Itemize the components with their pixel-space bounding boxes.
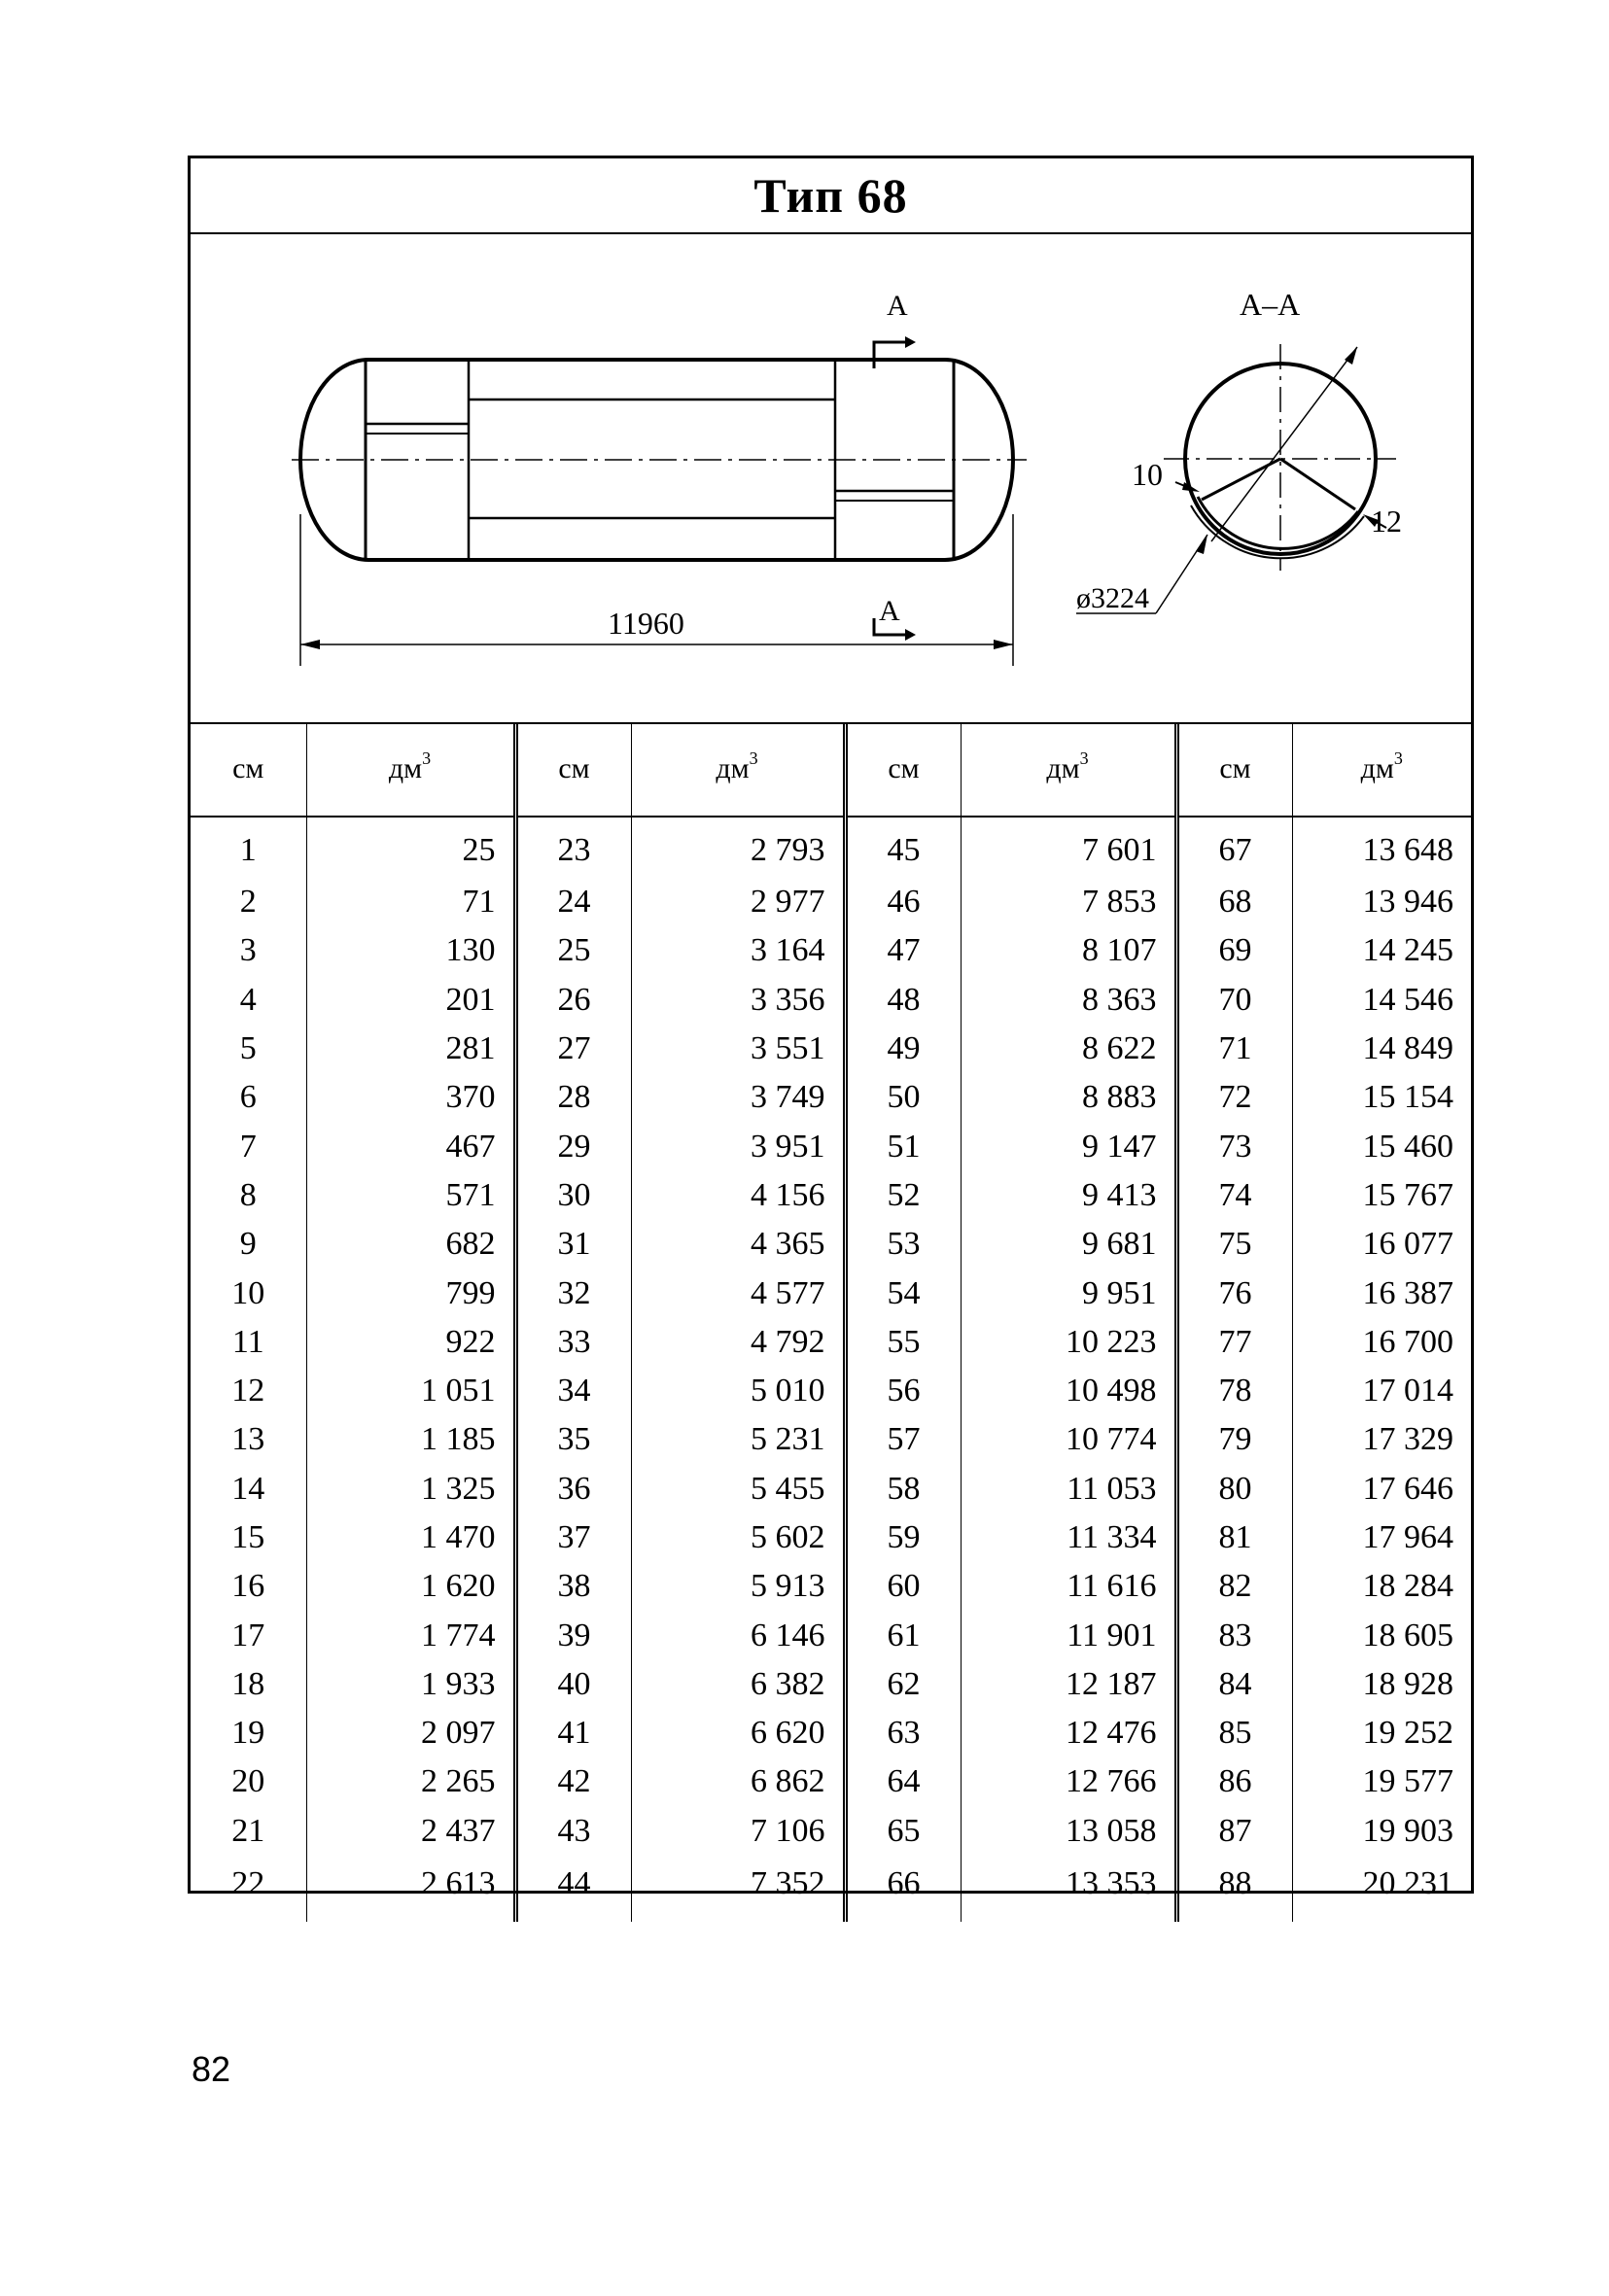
volume-dm3-cell: 5 602 xyxy=(631,1513,845,1562)
level-cm-cell: 50 xyxy=(845,1073,961,1122)
level-cm-cell: 65 xyxy=(845,1807,961,1856)
volume-dm3-cell: 15 460 xyxy=(1362,1128,1453,1165)
level-cm-cell: 39 xyxy=(515,1611,631,1659)
level-cm-cell: 7 xyxy=(191,1122,306,1170)
volume-dm3-cell: 1 470 xyxy=(306,1513,515,1562)
volume-dm3-cell: 5 010 xyxy=(631,1367,845,1415)
volume-dm3-cell: 17 646 xyxy=(1362,1470,1453,1507)
volume-dm3-cell: 799 xyxy=(306,1269,515,1317)
level-cm-cell: 87 xyxy=(1176,1807,1292,1856)
volume-dm3-cell: 3 356 xyxy=(631,976,845,1025)
volume-dm3-cell: 11 053 xyxy=(961,1465,1176,1513)
table-row xyxy=(191,1856,1471,1922)
level-cm-cell: 20 xyxy=(191,1757,306,1806)
volume-dm3-cell: 8 622 xyxy=(961,1025,1176,1073)
level-cm-cell: 52 xyxy=(845,1171,961,1220)
volume-dm3-cell: 14 546 xyxy=(1362,981,1453,1018)
level-cm-cell: 82 xyxy=(1176,1562,1292,1611)
level-cm-cell: 30 xyxy=(515,1171,631,1220)
level-cm-cell: 86 xyxy=(1176,1757,1292,1806)
volume-dm3-cell: 17 329 xyxy=(1362,1421,1453,1458)
level-cm-cell: 58 xyxy=(845,1465,961,1513)
level-cm-cell: 37 xyxy=(515,1513,631,1562)
volume-dm3-cell: 8 107 xyxy=(961,926,1176,975)
level-cm-cell: 75 xyxy=(1176,1220,1292,1269)
title-row xyxy=(191,158,1471,234)
level-cm-cell: 2 xyxy=(191,878,306,926)
volume-dm3-cell: 4 365 xyxy=(631,1220,845,1269)
volume-dm3-cell: 25 xyxy=(306,817,515,878)
level-cm-cell: 31 xyxy=(515,1220,631,1269)
volume-dm3-cell: 2 793 xyxy=(631,817,845,878)
table-row xyxy=(191,1465,1471,1513)
level-cm-cell: 81 xyxy=(1176,1513,1292,1562)
level-cm-cell: 53 xyxy=(845,1220,961,1269)
volume-dm3-cell: 13 058 xyxy=(961,1807,1176,1856)
volume-dm3-cell: 12 766 xyxy=(961,1757,1176,1806)
level-cm-cell: 36 xyxy=(515,1465,631,1513)
level-cm-cell: 14 xyxy=(191,1465,306,1513)
level-cm-cell: 29 xyxy=(515,1122,631,1170)
table-row xyxy=(191,1709,1471,1757)
volume-dm3-cell: 17 964 xyxy=(1362,1519,1453,1555)
table-row xyxy=(191,1611,1471,1659)
level-cm-cell: 8 xyxy=(191,1171,306,1220)
volume-dm3-cell: 1 774 xyxy=(306,1611,515,1659)
volume-dm3-cell: 8 363 xyxy=(961,976,1176,1025)
volume-dm3-cell: 4 156 xyxy=(631,1171,845,1220)
volume-dm3-cell: 14 245 xyxy=(1362,932,1453,969)
level-cm-cell: 88 xyxy=(1176,1856,1292,1922)
level-cm-cell: 61 xyxy=(845,1611,961,1659)
table-row xyxy=(191,1562,1471,1611)
volume-dm3-cell: 5 913 xyxy=(631,1562,845,1611)
volume-dm3-cell: 4 792 xyxy=(631,1318,845,1367)
level-cm-cell: 62 xyxy=(845,1660,961,1709)
volume-dm3-cell: 16 387 xyxy=(1362,1274,1453,1311)
level-cm-cell: 18 xyxy=(191,1660,306,1709)
volume-dm3-cell: 13 648 xyxy=(1362,832,1453,868)
level-cm-cell: 17 xyxy=(191,1611,306,1659)
volume-dm3-cell: 11 616 xyxy=(961,1562,1176,1611)
table-row xyxy=(191,1025,1471,1073)
table-row xyxy=(191,1318,1471,1367)
volume-dm3-cell: 19 252 xyxy=(1362,1715,1453,1752)
level-cm-cell: 59 xyxy=(845,1513,961,1562)
table-row xyxy=(191,1073,1471,1122)
level-cm-cell: 27 xyxy=(515,1025,631,1073)
volume-dm3-cell: 17 014 xyxy=(1362,1373,1453,1409)
level-cm-cell: 56 xyxy=(845,1367,961,1415)
level-cm-cell: 68 xyxy=(1176,878,1292,926)
volume-dm3-cell: 370 xyxy=(306,1073,515,1122)
header-cm: см xyxy=(191,722,306,817)
level-cm-cell: 13 xyxy=(191,1415,306,1464)
level-cm-cell: 55 xyxy=(845,1318,961,1367)
section-title: А–А xyxy=(1240,287,1301,322)
level-cm-cell: 5 xyxy=(191,1025,306,1073)
volume-dm3-cell: 9 147 xyxy=(961,1122,1176,1170)
page-title: Тип 68 xyxy=(753,168,908,223)
volume-dm3-cell: 16 700 xyxy=(1362,1323,1453,1360)
level-cm-cell: 32 xyxy=(515,1269,631,1317)
level-cm-cell: 72 xyxy=(1176,1073,1292,1122)
table-row xyxy=(191,1122,1471,1170)
length-dimension-label: 11960 xyxy=(608,606,684,641)
volume-dm3-cell: 3 951 xyxy=(631,1122,845,1170)
volume-dm3-cell: 3 551 xyxy=(631,1025,845,1073)
level-cm-cell: 64 xyxy=(845,1757,961,1806)
volume-dm3-cell: 1 933 xyxy=(306,1660,515,1709)
volume-dm3-cell: 10 223 xyxy=(961,1318,1176,1367)
table-row xyxy=(191,1220,1471,1269)
level-cm-cell: 70 xyxy=(1176,976,1292,1025)
volume-dm3-cell: 12 476 xyxy=(961,1709,1176,1757)
header-cm: см xyxy=(1176,722,1292,817)
volume-dm3-cell: 16 077 xyxy=(1362,1226,1453,1263)
table-body xyxy=(191,817,1471,1922)
volume-dm3-cell: 2 613 xyxy=(306,1856,515,1922)
level-cm-cell: 4 xyxy=(191,976,306,1025)
level-cm-cell: 12 xyxy=(191,1367,306,1415)
table-row xyxy=(191,1513,1471,1562)
volume-dm3-cell: 13 946 xyxy=(1362,884,1453,921)
volume-dm3-cell: 15 767 xyxy=(1362,1176,1453,1213)
header-dm3: $дм^3$ xyxy=(1292,722,1471,817)
svg-text:А: А xyxy=(887,290,908,322)
volume-dm3-cell: 2 437 xyxy=(306,1807,515,1856)
level-cm-cell: 42 xyxy=(515,1757,631,1806)
volume-dm3-cell: 11 901 xyxy=(961,1611,1176,1659)
level-cm-cell: 6 xyxy=(191,1073,306,1122)
header-cm: см xyxy=(845,722,961,817)
level-cm-cell: 22 xyxy=(191,1856,306,1922)
page-number: 82 xyxy=(192,2049,231,2089)
level-cm-cell: 71 xyxy=(1176,1025,1292,1073)
table-row xyxy=(191,1367,1471,1415)
tank-drawing xyxy=(191,232,1471,724)
level-cm-cell: 35 xyxy=(515,1415,631,1464)
volume-dm3-cell: 5 455 xyxy=(631,1465,845,1513)
level-cm-cell: 15 xyxy=(191,1513,306,1562)
wall-thickness-label-1: 10 xyxy=(1132,457,1163,492)
level-cm-cell: 21 xyxy=(191,1807,306,1856)
level-cm-cell: 33 xyxy=(515,1318,631,1367)
volume-dm3-cell: 1 620 xyxy=(306,1562,515,1611)
level-cm-cell: 25 xyxy=(515,926,631,975)
volume-dm3-cell: 2 097 xyxy=(306,1709,515,1757)
wall-thickness-label-2: 12 xyxy=(1371,504,1402,539)
level-cm-cell: 23 xyxy=(515,817,631,878)
level-cm-cell: 47 xyxy=(845,926,961,975)
level-cm-cell: 3 xyxy=(191,926,306,975)
section-mark-bottom xyxy=(874,595,916,641)
header-dm3: $дм^3$ xyxy=(961,722,1176,817)
level-cm-cell: 40 xyxy=(515,1660,631,1709)
level-cm-cell: 10 xyxy=(191,1269,306,1317)
section-mark-top xyxy=(874,290,916,368)
volume-dm3-cell: 15 154 xyxy=(1362,1079,1453,1116)
tank-cross-section xyxy=(1076,344,1396,613)
level-cm-cell: 9 xyxy=(191,1220,306,1269)
table-row xyxy=(191,1415,1471,1464)
svg-text:А: А xyxy=(879,595,900,627)
volume-dm3-cell: 7 106 xyxy=(631,1807,845,1856)
level-cm-cell: 63 xyxy=(845,1709,961,1757)
calibration-table xyxy=(191,722,1471,1922)
level-cm-cell: 54 xyxy=(845,1269,961,1317)
volume-dm3-cell: 13 353 xyxy=(961,1856,1176,1922)
level-cm-cell: 79 xyxy=(1176,1415,1292,1464)
volume-dm3-cell: 6 862 xyxy=(631,1757,845,1806)
level-cm-cell: 34 xyxy=(515,1367,631,1415)
level-cm-cell: 85 xyxy=(1176,1709,1292,1757)
volume-dm3-cell: 7 352 xyxy=(631,1856,845,1922)
level-cm-cell: 43 xyxy=(515,1807,631,1856)
level-cm-cell: 60 xyxy=(845,1562,961,1611)
volume-dm3-cell: 201 xyxy=(306,976,515,1025)
level-cm-cell: 76 xyxy=(1176,1269,1292,1317)
volume-dm3-cell: 18 605 xyxy=(1362,1617,1453,1653)
level-cm-cell: 38 xyxy=(515,1562,631,1611)
volume-dm3-cell: 922 xyxy=(306,1318,515,1367)
volume-dm3-cell: 1 051 xyxy=(306,1367,515,1415)
level-cm-cell: 67 xyxy=(1176,817,1292,878)
level-cm-cell: 73 xyxy=(1176,1122,1292,1170)
table-row xyxy=(191,1807,1471,1856)
level-cm-cell: 16 xyxy=(191,1562,306,1611)
table-row xyxy=(191,1269,1471,1317)
header-cm: см xyxy=(515,722,631,817)
level-cm-cell: 11 xyxy=(191,1318,306,1367)
table-row xyxy=(191,878,1471,926)
tank-drawing-svg xyxy=(191,232,1471,722)
header-dm3: $дм^3$ xyxy=(631,722,845,817)
table-row xyxy=(191,1171,1471,1220)
level-cm-cell: 1 xyxy=(191,817,306,878)
level-cm-cell: 46 xyxy=(845,878,961,926)
table-row xyxy=(191,1757,1471,1806)
level-cm-cell: 83 xyxy=(1176,1611,1292,1659)
table-row xyxy=(191,926,1471,975)
volume-dm3-cell: 20 231 xyxy=(1362,1864,1453,1901)
volume-dm3-cell: 18 284 xyxy=(1362,1568,1453,1605)
diameter-label: ø3224 xyxy=(1076,582,1149,614)
table-row xyxy=(191,817,1471,878)
volume-dm3-cell: 11 334 xyxy=(961,1513,1176,1562)
volume-dm3-cell: 6 146 xyxy=(631,1611,845,1659)
level-cm-cell: 66 xyxy=(845,1856,961,1922)
volume-dm3-cell: 7 853 xyxy=(961,878,1176,926)
level-cm-cell: 84 xyxy=(1176,1660,1292,1709)
volume-dm3-cell: 5 231 xyxy=(631,1415,845,1464)
volume-dm3-cell: 9 951 xyxy=(961,1269,1176,1317)
volume-dm3-cell: 8 883 xyxy=(961,1073,1176,1122)
volume-dm3-cell: 1 325 xyxy=(306,1465,515,1513)
level-cm-cell: 48 xyxy=(845,976,961,1025)
level-cm-cell: 44 xyxy=(515,1856,631,1922)
tank-calibration-sheet xyxy=(188,156,1474,1901)
volume-dm3-cell: 19 577 xyxy=(1362,1763,1453,1800)
volume-dm3-cell: 1 185 xyxy=(306,1415,515,1464)
volume-dm3-cell: 6 382 xyxy=(631,1660,845,1709)
level-cm-cell: 26 xyxy=(515,976,631,1025)
volume-dm3-cell: 10 498 xyxy=(961,1367,1176,1415)
length-dimension xyxy=(300,514,1013,666)
table-row xyxy=(191,976,1471,1025)
tank-side-view xyxy=(292,360,1027,560)
volume-dm3-cell: 71 xyxy=(306,878,515,926)
header-dm3: $дм^3$ xyxy=(306,722,515,817)
volume-dm3-cell: 571 xyxy=(306,1171,515,1220)
level-cm-cell: 24 xyxy=(515,878,631,926)
table-header-row xyxy=(191,722,1471,817)
table-row xyxy=(191,1660,1471,1709)
volume-dm3-cell: 18 928 xyxy=(1362,1665,1453,1702)
volume-dm3-cell: 467 xyxy=(306,1122,515,1170)
volume-dm3-cell: 281 xyxy=(306,1025,515,1073)
level-cm-cell: 57 xyxy=(845,1415,961,1464)
volume-dm3-cell: 14 849 xyxy=(1362,1030,1453,1067)
volume-dm3-cell: 3 749 xyxy=(631,1073,845,1122)
volume-dm3-cell: 19 903 xyxy=(1362,1812,1453,1849)
volume-dm3-cell: 3 164 xyxy=(631,926,845,975)
volume-dm3-cell: 682 xyxy=(306,1220,515,1269)
volume-dm3-cell: 7 601 xyxy=(961,817,1176,878)
level-cm-cell: 28 xyxy=(515,1073,631,1122)
volume-dm3-cell: 2 977 xyxy=(631,878,845,926)
level-cm-cell: 49 xyxy=(845,1025,961,1073)
level-cm-cell: 69 xyxy=(1176,926,1292,975)
level-cm-cell: 80 xyxy=(1176,1465,1292,1513)
level-cm-cell: 51 xyxy=(845,1122,961,1170)
level-cm-cell: 74 xyxy=(1176,1171,1292,1220)
level-cm-cell: 19 xyxy=(191,1709,306,1757)
volume-dm3-cell: 4 577 xyxy=(631,1269,845,1317)
volume-dm3-cell: 12 187 xyxy=(961,1660,1176,1709)
volume-dm3-cell: 9 413 xyxy=(961,1171,1176,1220)
volume-dm3-cell: 10 774 xyxy=(961,1415,1176,1464)
level-cm-cell: 78 xyxy=(1176,1367,1292,1415)
level-cm-cell: 41 xyxy=(515,1709,631,1757)
volume-dm3-cell: 6 620 xyxy=(631,1709,845,1757)
level-cm-cell: 77 xyxy=(1176,1318,1292,1367)
volume-dm3-cell: 130 xyxy=(306,926,515,975)
volume-dm3-cell: 9 681 xyxy=(961,1220,1176,1269)
level-cm-cell: 45 xyxy=(845,817,961,878)
volume-dm3-cell: 2 265 xyxy=(306,1757,515,1806)
